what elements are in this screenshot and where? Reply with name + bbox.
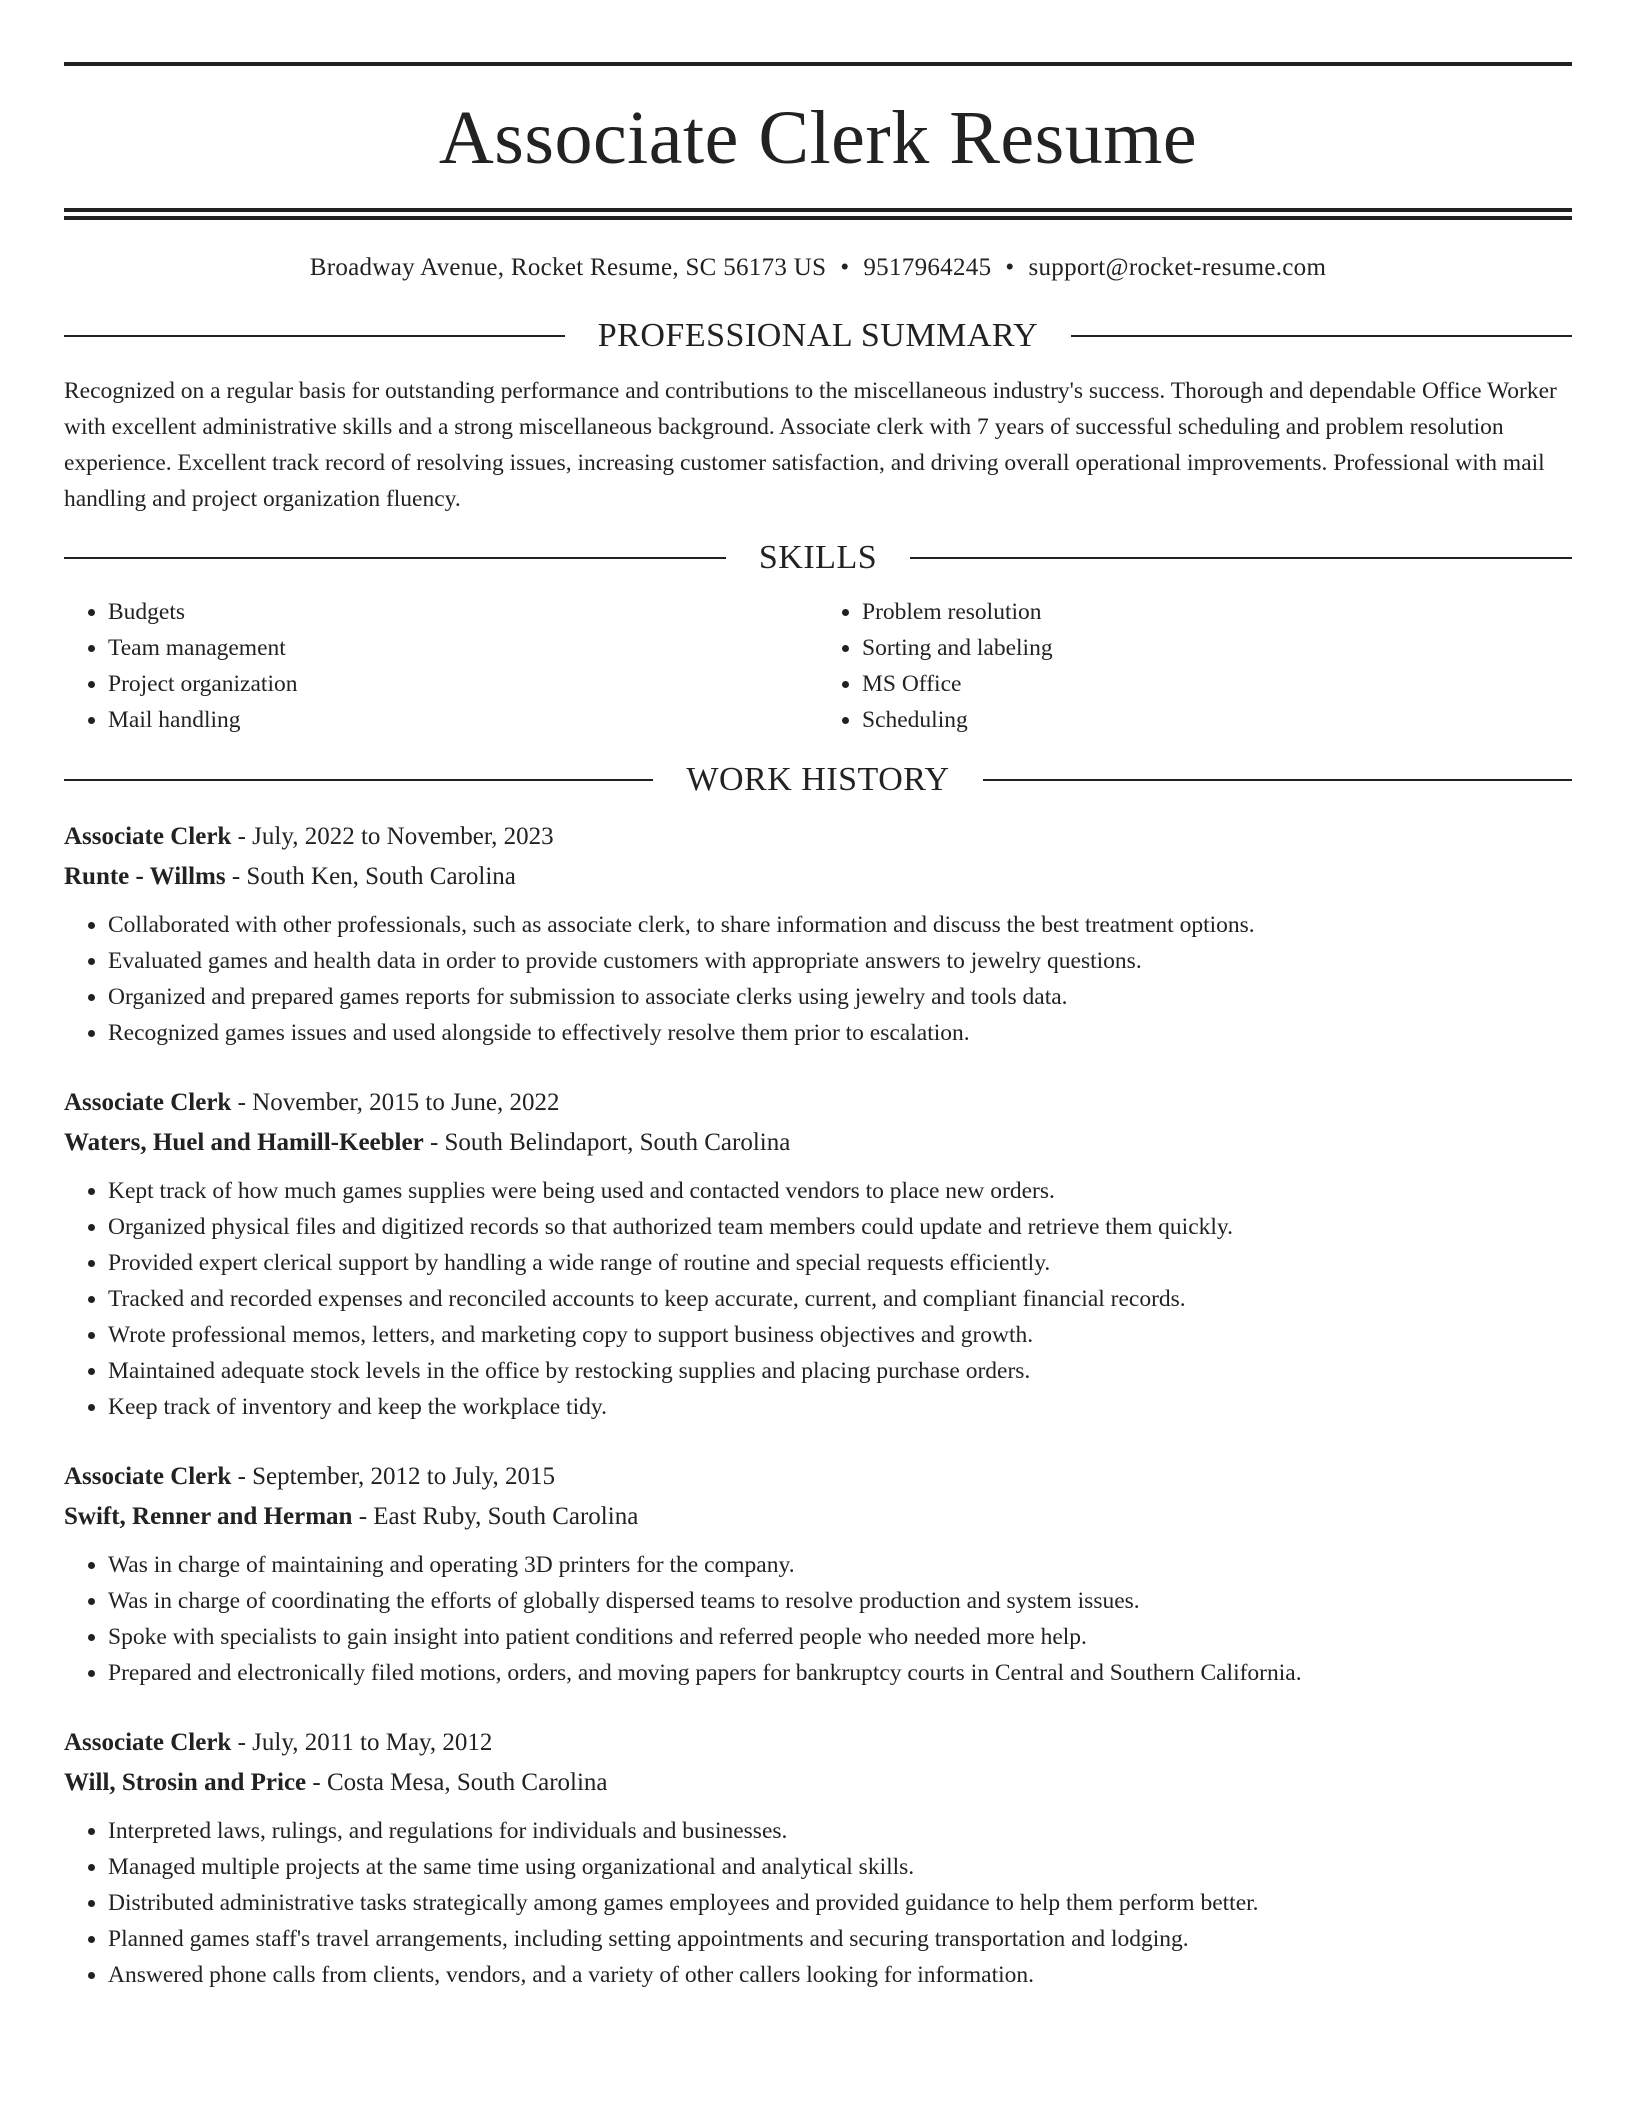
skill-item: • Mail handling	[108, 702, 818, 738]
skill-item: • Problem resolution	[862, 594, 1572, 630]
job-bullet: • Prepared and electronically filed motions, orders, and moving papers for bankruptcy courts in Central and Southern California.	[108, 1655, 1572, 1691]
job-dates: - September, 2012 to July, 2015	[231, 1463, 556, 1490]
skills-section-heading	[64, 538, 1572, 578]
heading-rule-right	[1071, 335, 1572, 337]
job-bullet: • Interpreted laws, rulings, and regulations for individuals and businesses.	[108, 1813, 1572, 1849]
job-bullet: • Was in charge of maintaining and operating 3D printers for the company.	[108, 1547, 1572, 1583]
heading-rule-left	[64, 335, 565, 337]
summary-heading-label: PROFESSIONAL SUMMARY	[597, 317, 1039, 354]
job-company: Swift, Renner and Herman	[64, 1503, 353, 1530]
job-bullet: • Recognized games issues and used alongside to effectively resolve them prior to escalation.	[108, 1015, 1572, 1051]
heading-rule-left	[64, 557, 726, 559]
title-rule-upper	[64, 208, 1572, 212]
job-title: Associate Clerk	[64, 823, 232, 850]
job-bullet: • Wrote professional memos, letters, and marketing copy to support business objectives and growth.	[108, 1317, 1572, 1353]
skill-item: • Budgets	[108, 594, 818, 630]
skill-item: • MS Office	[862, 666, 1572, 702]
heading-rule-right	[983, 779, 1572, 781]
job-bullets	[64, 1547, 1572, 1691]
job-title-line	[64, 1457, 1572, 1497]
contact-separator: •	[840, 254, 850, 281]
contact-address: Broadway Avenue, Rocket Resume, SC 56173 US	[309, 254, 827, 281]
job-bullet: • Collaborated with other professionals, such as associate clerk, to share information and discuss the best treatment options.	[108, 907, 1572, 943]
job-title-line	[64, 1723, 1572, 1763]
skills-column-left	[64, 594, 818, 738]
job-company-line	[64, 857, 1572, 897]
job-entry	[64, 817, 1572, 1051]
job-company: Runte - Willms	[64, 863, 226, 890]
skills-heading-label: SKILLS	[758, 539, 878, 576]
job-company-line	[64, 1123, 1572, 1163]
job-bullet: • Evaluated games and health data in order to provide customers with appropriate answers to jewelry questions.	[108, 943, 1572, 979]
job-company-line	[64, 1497, 1572, 1537]
skill-item: • Team management	[108, 630, 818, 666]
resume-page	[64, 62, 1572, 2025]
job-bullet: • Managed multiple projects at the same time using organizational and analytical skills.	[108, 1849, 1572, 1885]
contact-phone: 9517964245	[863, 254, 992, 281]
job-bullet: • Answered phone calls from clients, vendors, and a variety of other callers looking for information.	[108, 1957, 1572, 1993]
job-bullet: • Planned games staff's travel arrangements, including setting appointments and securing transportation and lodging.	[108, 1921, 1572, 1957]
job-company: Will, Strosin and Price	[64, 1769, 307, 1796]
title-rule-lower	[64, 216, 1572, 220]
job-title-line	[64, 817, 1572, 857]
job-bullets	[64, 907, 1572, 1051]
skill-item: • Scheduling	[862, 702, 1572, 738]
job-company: Waters, Huel and Hamill-Keebler	[64, 1129, 424, 1156]
job-entry	[64, 1723, 1572, 1993]
job-bullet: • Tracked and recorded expenses and reconciled accounts to keep accurate, current, and compliant financial records.	[108, 1281, 1572, 1317]
job-bullets	[64, 1813, 1572, 1993]
skill-item: • Sorting and labeling	[862, 630, 1572, 666]
job-bullet: • Organized and prepared games reports for submission to associate clerks using jewelry and tools data.	[108, 979, 1572, 1015]
job-bullet: • Was in charge of coordinating the efforts of globally dispersed teams to resolve production and system issues.	[108, 1583, 1572, 1619]
skills-column-right	[818, 594, 1572, 738]
contact-separator: •	[1005, 254, 1015, 281]
job-location: - East Ruby, South Carolina	[352, 1503, 639, 1530]
job-title: Associate Clerk	[64, 1089, 232, 1116]
job-bullet: • Kept track of how much games supplies were being used and contacted vendors to place new orders.	[108, 1173, 1572, 1209]
job-dates: - November, 2015 to June, 2022	[231, 1089, 560, 1116]
contact-email: support@rocket-resume.com	[1028, 254, 1327, 281]
heading-rule-right	[910, 557, 1572, 559]
summary-text: Recognized on a regular basis for outstanding performance and contributions to the miscellaneous industry's success. Thorough and dependable Office Worker with excellent administrative skills and a strong miscellaneous background. Associate clerk with 7 years of successful scheduling and problem resolution experience. Excellent track record of resolving issues, increasing customer satisfaction, and driving overall operational improvements. Professional with mail handling and project organization fluency.	[64, 378, 1557, 512]
skills-list	[64, 594, 1572, 738]
skill-item: • Project organization	[108, 666, 818, 702]
work-history-list	[64, 817, 1572, 1993]
job-location: - Costa Mesa, South Carolina	[306, 1769, 608, 1796]
job-bullets	[64, 1173, 1572, 1425]
job-entry	[64, 1457, 1572, 1691]
job-dates: - July, 2022 to November, 2023	[231, 823, 554, 850]
job-bullet: • Maintained adequate stock levels in the office by restocking supplies and placing purchase orders.	[108, 1353, 1572, 1389]
job-location: - South Belindaport, South Carolina	[423, 1129, 791, 1156]
job-dates: - July, 2011 to May, 2012	[231, 1729, 493, 1756]
job-title: Associate Clerk	[64, 1463, 232, 1490]
job-bullet: • Provided expert clerical support by handling a wide range of routine and special requests efficiently.	[108, 1245, 1572, 1281]
job-bullet: • Keep track of inventory and keep the workplace tidy.	[108, 1389, 1572, 1425]
job-location: - South Ken, South Carolina	[225, 863, 516, 890]
job-bullet: • Distributed administrative tasks strategically among games employees and provided guidance to help them perform better.	[108, 1885, 1572, 1921]
summary-section-heading	[64, 316, 1572, 356]
heading-rule-left	[64, 779, 653, 781]
job-entry	[64, 1083, 1572, 1425]
job-title: Associate Clerk	[64, 1729, 232, 1756]
job-bullet: • Organized physical files and digitized records so that authorized team members could update and retrieve them quickly.	[108, 1209, 1572, 1245]
contact-line	[64, 254, 1572, 282]
job-bullet: • Spoke with specialists to gain insight into patient conditions and referred people who needed more help.	[108, 1619, 1572, 1655]
work-heading-label: WORK HISTORY	[686, 761, 950, 798]
work-section-heading	[64, 760, 1572, 800]
job-company-line	[64, 1763, 1572, 1803]
resume-title: Associate Clerk Resume	[438, 96, 1198, 180]
top-rule	[64, 62, 1572, 66]
job-title-line	[64, 1083, 1572, 1123]
